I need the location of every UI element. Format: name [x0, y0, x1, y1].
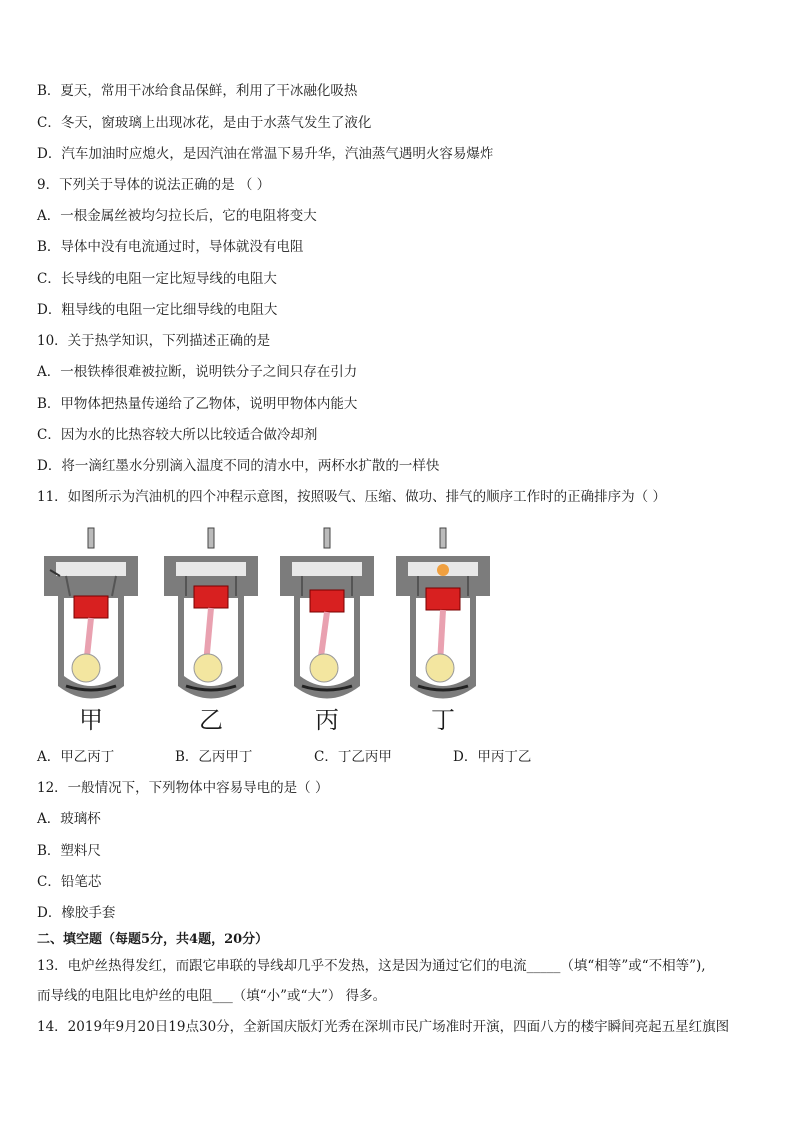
engine-label-jia: 甲 — [79, 706, 103, 734]
q12-option-c: C．铅笔芯 — [37, 874, 102, 890]
q12-stem: 12．一般情况下，下列物体中容易导电的是（ ） — [37, 780, 329, 796]
q14-line-1: 14．2019年9月20日19点30分，全新国庆版灯光秀在深圳市民广场准时开演，四面八方的楼宇瞬间亮起五星红旗图 — [37, 1019, 730, 1035]
q9-option-a: A．一根金属丝被均匀拉长后，它的电阻将变大 — [37, 208, 317, 224]
engine-diagram-yi — [156, 526, 266, 738]
q11-option-d: D．甲丙丁乙 — [453, 749, 532, 765]
q9-stem: 9．下列关于导体的说法正确的是 （ ） — [37, 177, 271, 193]
q8-option-d: D．汽车加油时应熄火，是因汽油在常温下易升华，汽油蒸气遇明火容易爆炸 — [37, 146, 494, 162]
q9-option-d: D．粗导线的电阻一定比细导线的电阻大 — [37, 302, 278, 318]
q13-line-1: 13．电炉丝热得发红，而跟它串联的导线却几乎不发热，这是因为通过它们的电流_____（填“相等”或“不相等”), — [37, 958, 706, 974]
engine-jia-drawing — [36, 526, 146, 706]
q8-option-c: C．冬天，窗玻璃上出现冰花，是由于水蒸气发生了液化 — [37, 115, 372, 131]
q9-option-c: C．长导线的电阻一定比短导线的电阻大 — [37, 271, 277, 287]
q12-option-d: D．橡胶手套 — [37, 905, 116, 921]
q10-stem: 10．关于热学知识，下列描述正确的是 — [37, 333, 271, 349]
engine-yi-drawing — [156, 526, 266, 706]
engine-bing-drawing — [272, 526, 382, 706]
q10-option-d: D．将一滴红墨水分别滴入温度不同的清水中，两杯水扩散的一样快 — [37, 458, 440, 474]
q11-option-b: B．乙丙甲丁 — [175, 749, 253, 765]
q13-line-2: 而导线的电阻比电炉丝的电阻___（填“小”或“大”） 得多。 — [37, 988, 387, 1004]
engine-ding-drawing — [388, 526, 498, 706]
q12-option-b: B．塑料尺 — [37, 843, 101, 859]
engine-diagram-jia — [36, 526, 146, 738]
section-fill-in-blank-title: 二、填空题（每题5分，共4题，20分） — [37, 932, 269, 947]
engine-diagram-ding — [388, 526, 498, 738]
engine-strokes-figure — [36, 526, 516, 738]
q12-option-a: A．玻璃杯 — [37, 811, 101, 827]
engine-diagram-bing — [272, 526, 382, 738]
q10-option-a: A．一根铁棒很难被拉断，说明铁分子之间只存在引力 — [37, 364, 358, 380]
engine-label-bing: 丙 — [315, 706, 339, 734]
q11-option-a: A．甲乙丙丁 — [37, 749, 115, 765]
q9-option-b: B．导体中没有电流通过时，导体就没有电阻 — [37, 239, 304, 255]
q11-stem: 11．如图所示为汽油机的四个冲程示意图，按照吸气、压缩、做功、排气的顺序工作时的正确排序为（ ） — [37, 489, 666, 505]
q10-option-b: B．甲物体把热量传递给了乙物体，说明甲物体内能大 — [37, 396, 358, 412]
engine-label-ding: 丁 — [431, 706, 455, 734]
q10-option-c: C．因为水的比热容较大所以比较适合做冷却剂 — [37, 427, 318, 443]
q8-option-b: B．夏天，常用干冰给食品保鲜，利用了干冰融化吸热 — [37, 83, 358, 99]
engine-label-yi: 乙 — [199, 706, 223, 734]
q11-option-c: C．丁乙丙甲 — [314, 749, 392, 765]
